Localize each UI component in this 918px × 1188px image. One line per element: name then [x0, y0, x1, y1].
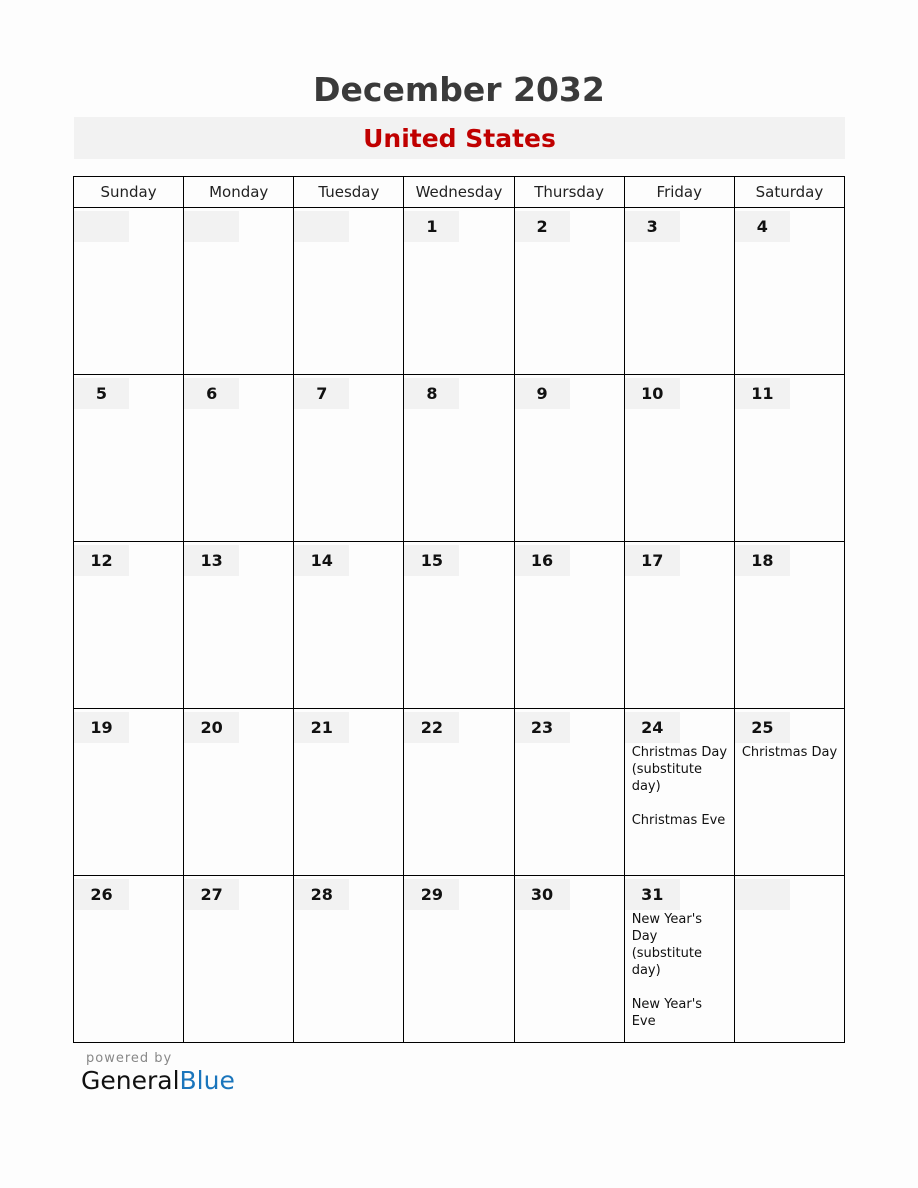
day-cell[interactable] — [184, 375, 294, 542]
day-number: 16 — [515, 545, 570, 576]
day-cell[interactable] — [734, 542, 844, 709]
day-number: 15 — [404, 545, 459, 576]
day-number: 22 — [404, 712, 459, 743]
day-cell[interactable] — [404, 709, 514, 876]
weekday-header: Monday — [184, 177, 294, 208]
day-number: 1 — [404, 211, 459, 242]
day-number — [184, 211, 239, 242]
weekday-header: Thursday — [514, 177, 624, 208]
holiday-event: New Year's Eve — [631, 997, 703, 1029]
day-number: 8 — [404, 378, 459, 409]
day-cell[interactable] — [74, 208, 184, 375]
holiday-event: Christmas Day — [741, 745, 838, 760]
day-number: 14 — [294, 545, 349, 576]
day-number: 20 — [184, 712, 239, 743]
weekday-header-row — [74, 177, 845, 208]
day-cell[interactable] — [74, 542, 184, 709]
day-number: 18 — [735, 545, 790, 576]
holiday-event: Christmas Eve — [631, 813, 726, 828]
day-number: 10 — [625, 378, 680, 409]
day-cell[interactable] — [294, 208, 404, 375]
day-cell[interactable] — [734, 709, 844, 876]
day-number: 13 — [184, 545, 239, 576]
weekday-header: Friday — [624, 177, 734, 208]
day-number: 12 — [74, 545, 129, 576]
day-number — [735, 879, 790, 910]
day-number: 29 — [404, 879, 459, 910]
day-cell[interactable] — [184, 542, 294, 709]
powered-by-label: powered by — [86, 1051, 173, 1066]
day-number: 21 — [294, 712, 349, 743]
day-number — [294, 211, 349, 242]
weekday-header: Saturday — [734, 177, 844, 208]
day-number: 17 — [625, 545, 680, 576]
day-number: 11 — [735, 378, 790, 409]
day-number: 5 — [74, 378, 129, 409]
day-cell[interactable] — [514, 375, 624, 542]
day-number: 26 — [74, 879, 129, 910]
day-number: 3 — [625, 211, 680, 242]
week-row — [74, 542, 845, 709]
day-number: 25 — [735, 712, 790, 743]
day-cell[interactable] — [404, 876, 514, 1043]
day-cell[interactable] — [294, 375, 404, 542]
page-title: December 2032 — [313, 70, 605, 109]
logo-blue: Blue — [179, 1066, 235, 1095]
day-number: 9 — [515, 378, 570, 409]
week-row — [74, 876, 845, 1043]
day-number: 27 — [184, 879, 239, 910]
day-cell[interactable] — [404, 208, 514, 375]
day-cell[interactable] — [294, 542, 404, 709]
day-number: 4 — [735, 211, 790, 242]
day-cell[interactable] — [184, 709, 294, 876]
logo-general: General — [81, 1066, 180, 1095]
day-number: 19 — [74, 712, 129, 743]
week-row — [74, 709, 845, 876]
day-cell[interactable] — [624, 375, 734, 542]
day-number: 24 — [625, 712, 680, 743]
day-number — [74, 211, 129, 242]
day-cell[interactable] — [294, 709, 404, 876]
day-number: 28 — [294, 879, 349, 910]
day-cell[interactable] — [624, 542, 734, 709]
day-cell[interactable] — [514, 542, 624, 709]
day-number: 30 — [515, 879, 570, 910]
day-cell[interactable] — [404, 542, 514, 709]
day-cell[interactable] — [404, 375, 514, 542]
day-cell[interactable] — [514, 709, 624, 876]
day-cell[interactable] — [624, 876, 734, 1043]
day-cell[interactable] — [514, 208, 624, 375]
weekday-header: Wednesday — [404, 177, 514, 208]
day-cell[interactable] — [514, 876, 624, 1043]
day-cell[interactable] — [184, 876, 294, 1043]
day-cell[interactable] — [624, 709, 734, 876]
day-cell[interactable] — [734, 208, 844, 375]
day-number: 7 — [294, 378, 349, 409]
generalblue-logo[interactable] — [81, 1066, 235, 1095]
week-row — [74, 208, 845, 375]
weekday-header: Tuesday — [294, 177, 404, 208]
day-number: 23 — [515, 712, 570, 743]
day-cell[interactable] — [74, 876, 184, 1043]
weekday-header: Sunday — [74, 177, 184, 208]
day-cell[interactable] — [184, 208, 294, 375]
week-row — [74, 375, 845, 542]
day-number: 6 — [184, 378, 239, 409]
calendar-grid — [73, 176, 845, 1043]
day-cell[interactable] — [734, 375, 844, 542]
day-cell[interactable] — [74, 709, 184, 876]
country-banner: United States — [74, 117, 845, 159]
day-number: 31 — [625, 879, 680, 910]
day-cell[interactable] — [624, 208, 734, 375]
day-cell[interactable] — [74, 375, 184, 542]
day-cell[interactable] — [294, 876, 404, 1043]
day-number: 2 — [515, 211, 570, 242]
day-cell[interactable] — [734, 876, 844, 1043]
holiday-event: New Year's Day (substitute day) — [631, 912, 703, 978]
holiday-event: Christmas Day (substitute day) — [631, 745, 728, 794]
